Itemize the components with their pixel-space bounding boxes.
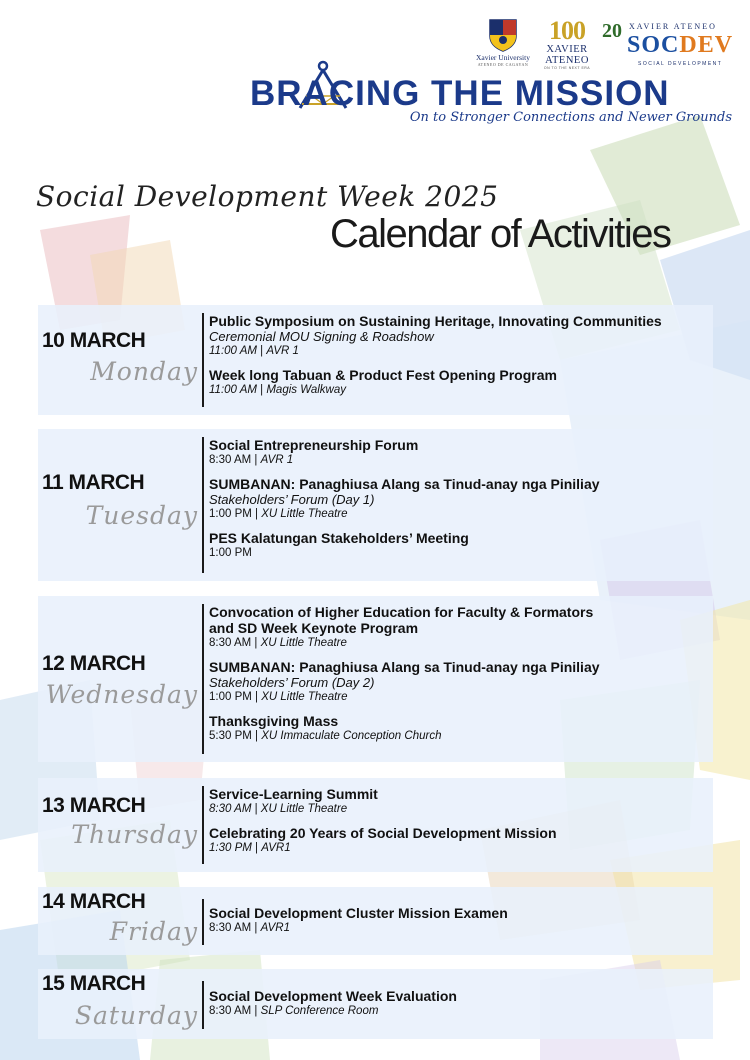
centennial-number: 100 [549,16,585,45]
event-meta: 5:30 PM | XU Immaculate Conception Church [209,730,442,742]
day-weekday: Saturday [74,1001,198,1030]
day-weekday: Wednesday [45,680,198,709]
event-venue: XU Little Theatre [260,637,347,649]
day-events [209,313,709,406]
event-venue: AVR 1 [266,345,299,357]
event-venue: XU Immaculate Conception Church [261,730,442,742]
event-meta: 1:30 PM | AVR1 [209,842,291,854]
day-weekday: Thursday [71,820,198,849]
day-weekday: Monday [90,357,198,386]
event-venue: AVR1 [260,922,291,934]
event-venue: AVR1 [261,842,291,854]
day-divider [202,313,204,407]
event-meta: 11:00 AM | AVR 1 [209,345,299,357]
day-events [209,437,709,569]
event-subtitle: Ceremonial MOU Signing & Roadshow [209,329,434,344]
event-time: 1:00 PM [209,508,252,520]
event-item [209,988,709,1019]
event-title: Social Entrepreneurship Forum [209,437,419,453]
event-time: 8:30 AM [209,637,252,649]
socdev-wordmark [627,32,733,59]
socdev-school: XAVIER ATENEO [629,22,717,31]
day-date: 12 MARCH [42,652,146,675]
event-time: 1:00 PM [209,547,252,559]
day-divider [202,981,204,1029]
event-title: Service-Learning Summit [209,786,378,802]
event-script-title: Social Development Week 2025 [36,180,499,213]
event-venue: XU Little Theatre [261,691,348,703]
event-item [209,659,709,705]
xavier-university-logo [470,18,536,67]
day-weekday: Friday [109,917,198,946]
event-title-line2: and SD Week Keynote Program [209,620,419,636]
centennial-logo [536,18,598,70]
event-title: Public Symposium on Sustaining Heritage, Innovating Communities [209,313,662,329]
event-meta: 8:30 AM | AVR1 [209,922,291,934]
event-title: Social Development Cluster Mission Examen [209,905,508,921]
event-subtitle: Stakeholders’ Forum (Day 2) [209,675,375,690]
event-venue: XU Little Theatre [260,803,348,815]
event-time: 5:30 PM [209,730,252,742]
day-events [209,604,709,752]
event-venue: SLP Conference Room [260,1005,379,1017]
event-title: PES Kalatungan Stakeholders’ Meeting [209,530,469,546]
day-date: 13 MARCH [42,794,146,817]
day-events [209,905,709,944]
event-venue: AVR 1 [260,454,294,466]
socdev-soc: SOC [627,32,680,58]
event-time: 8:30 AM [209,1005,252,1017]
event-item [209,604,709,651]
event-item [209,437,709,468]
socdev-dev: DEV [679,32,734,58]
event-item [209,313,709,359]
day-block-wednesday [38,596,713,762]
event-title: SUMBANAN: Panaghiusa Alang sa Tinud-anay nga Piniliay [209,659,600,675]
event-item [209,905,709,936]
event-meta: 8:30 AM | SLP Conference Room [209,1005,379,1017]
day-divider [202,437,204,573]
event-title: Convocation of Higher Education for Faculty & Formators [209,604,594,620]
day-events [209,988,709,1027]
event-meta: 8:30 AM | XU Little Theatre [209,637,347,649]
event-time: 1:00 PM [209,691,252,703]
event-venue: XU Little Theatre [261,508,348,520]
event-item [209,530,709,561]
event-title: Celebrating 20 Years of Social Development Mission [209,825,557,841]
event-title: Social Development Week Evaluation [209,988,457,1004]
day-events [209,786,709,864]
event-title: SUMBANAN: Panaghiusa Alang sa Tinud-anay nga Piniliay [209,476,600,492]
event-item [209,367,709,398]
partner-logos [470,18,740,78]
centennial-name-1: XAVIER [546,44,588,55]
event-venue: Magis Walkway [266,384,347,396]
day-block-friday [38,887,713,955]
event-time: 1:30 PM [209,842,252,854]
socdev-years: 20 [602,20,622,42]
event-item [209,713,709,744]
xu-shield-icon [488,18,518,52]
day-block-tuesday [38,429,713,581]
day-divider [202,604,204,754]
event-title: Thanksgiving Mass [209,713,339,729]
event-item [209,476,709,522]
banner-tagline: On to Stronger Connections and Newer Grounds [409,110,732,125]
day-date: 10 MARCH [42,329,146,352]
centennial-name-2: ATENEO [545,55,589,66]
centennial-sub: ON TO THE NEXT ERA [543,66,591,70]
event-meta: 8:30 AM | AVR 1 [209,454,294,466]
day-divider [202,786,204,864]
xu-logo-caption: Xavier University [476,53,530,62]
day-block-thursday [38,778,713,872]
day-date: 14 MARCH [42,890,146,913]
event-time: 8:30 AM [209,454,252,466]
day-divider [202,899,204,945]
event-title: Week long Tabuan & Product Fest Opening Program [209,367,557,383]
day-date: 11 MARCH [42,471,145,494]
event-time: 8:30 AM [209,922,252,934]
event-meta: 8:30 AM | XU Little Theatre [209,803,348,815]
event-meta: 1:00 PM | XU Little Theatre [209,691,348,703]
day-date: 15 MARCH [42,972,146,995]
event-item [209,825,709,856]
event-subtitle: Stakeholders’ Forum (Day 1) [209,492,375,507]
banner-title: BRACING THE MISSION [250,74,670,113]
banner [250,74,740,132]
day-block-saturday [38,969,713,1039]
day-block-monday [38,305,713,415]
event-time: 11:00 AM [209,384,257,396]
event-time: 8:30 AM [209,803,252,815]
page-title: Calendar of Activities [330,212,671,256]
event-item [209,786,709,817]
day-weekday: Tuesday [85,501,198,530]
event-meta: 11:00 AM | Magis Walkway [209,384,347,396]
event-meta: 1:00 PM | XU Little Theatre [209,508,348,520]
socdev-sub: SOCIAL DEVELOPMENT [638,61,723,67]
xu-logo-sub: ATENEO DE CAGAYAN [477,62,529,67]
event-time: 11:00 AM [209,345,257,357]
